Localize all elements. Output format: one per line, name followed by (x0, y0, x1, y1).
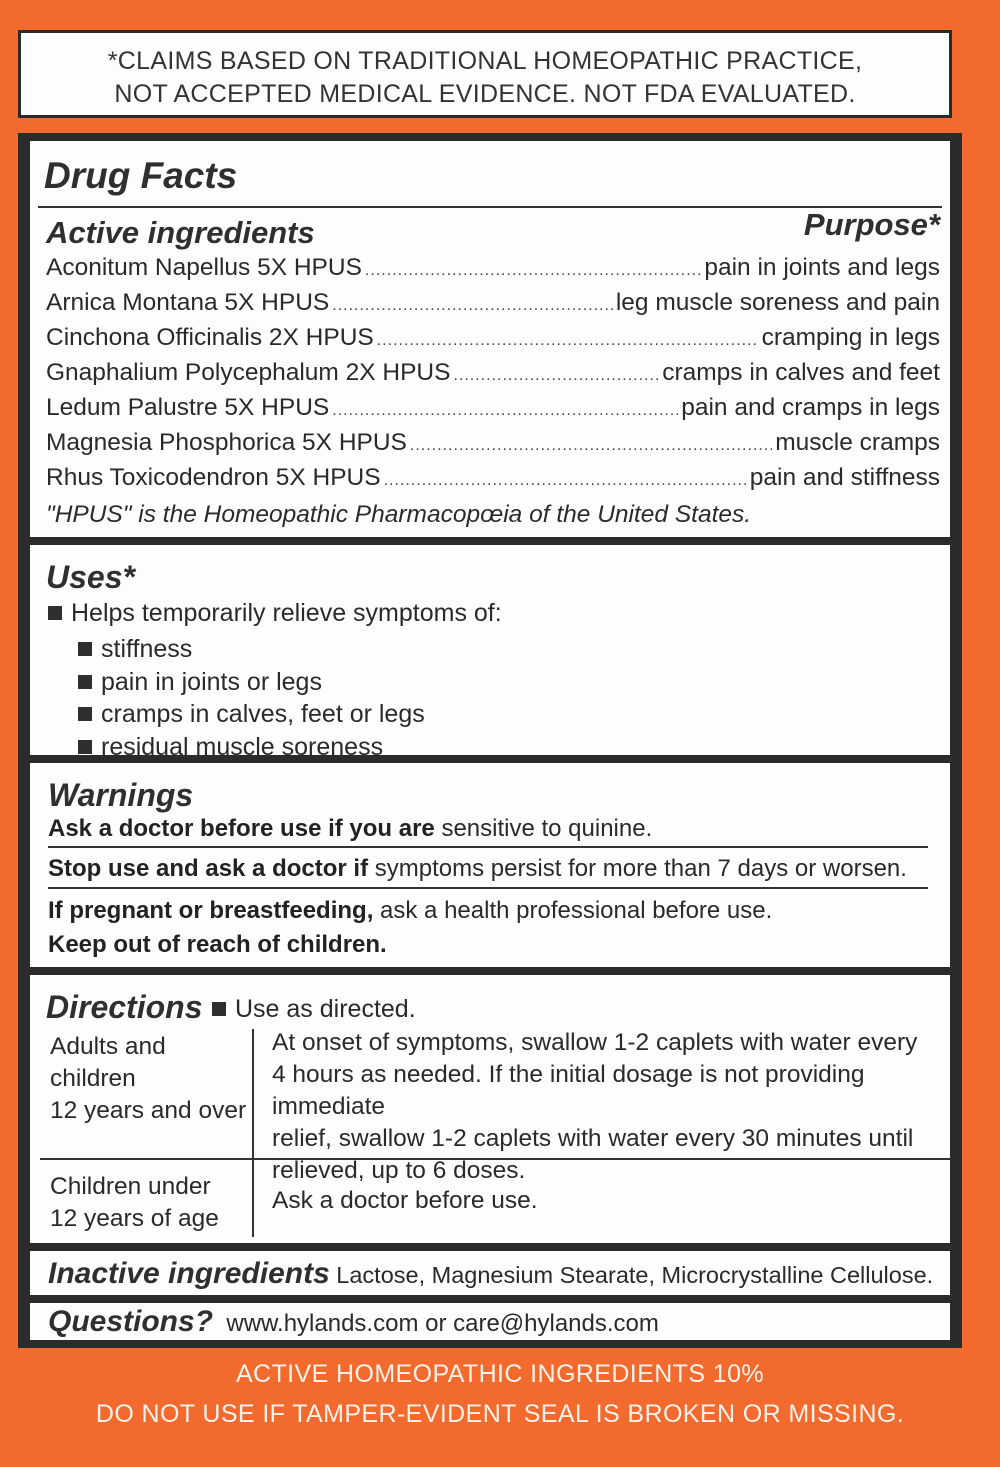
ingredient-name: Aconitum Napellus 5X HPUS (46, 254, 362, 281)
ingredient-row (46, 464, 940, 499)
uses-main-item (48, 599, 502, 628)
children-label-line-1: Children under (50, 1173, 211, 1200)
footer-active-percent: ACTIVE HOMEOPATHIC INGREDIENTS 10% (235, 1360, 765, 1388)
warning-preg-text: ask a health professional before use. (373, 897, 773, 924)
active-ingredients-section (30, 141, 950, 537)
warning-stop-bold: Stop use and ask a doctor if (48, 855, 369, 882)
inactive-ingredients-line (48, 1257, 933, 1291)
leader-dots (384, 472, 747, 490)
directions-general (212, 995, 416, 1024)
ingredient-purpose: pain in joints and legs (704, 254, 940, 281)
active-ingredients-heading: Active ingredients (46, 215, 315, 250)
bullet-square-icon (78, 707, 92, 721)
adults-label-line-2: 12 years and over (50, 1097, 247, 1124)
adults-text-line-3: relief, swallow 1-2 caplets with water every 30 minutes until (272, 1125, 914, 1152)
ingredient-row (46, 289, 940, 324)
ingredient-purpose: cramps in calves and feet (662, 359, 940, 386)
directions-children-text: Ask a doctor before use. (272, 1187, 538, 1214)
directions-adults-text (272, 1027, 938, 1187)
uses-sub-list (78, 633, 425, 763)
warning-stop-use (48, 855, 928, 883)
use-item-text: cramps in calves, feet or legs (101, 700, 425, 728)
warnings-title: Warnings (48, 777, 194, 813)
warning-keep-out (48, 931, 928, 959)
inactive-ingredients-section (30, 1251, 950, 1295)
directions-section (30, 975, 950, 1243)
list-item (78, 731, 425, 764)
list-item (78, 698, 425, 731)
uses-title: Uses* (46, 559, 135, 595)
claims-line-2: NOT ACCEPTED MEDICAL EVIDENCE. NOT FDA EVALUATED. (114, 80, 856, 108)
questions-section (30, 1303, 950, 1340)
warning-keep-bold: Keep out of reach of children. (48, 931, 387, 958)
leader-dots (332, 297, 613, 315)
questions-title: Questions? (48, 1305, 214, 1338)
ingredient-row (46, 359, 940, 394)
warning-ask-text: sensitive to quinine. (434, 815, 653, 842)
directions-children-label (50, 1171, 250, 1235)
claims-line-1: *CLAIMS BASED ON TRADITIONAL HOMEOPATHIC PRACTICE, (107, 47, 863, 75)
leader-dots (365, 262, 701, 280)
inactive-ingredients-text: Lactose, Magnesium Stearate, Microcrystalline Cellulose. (336, 1262, 934, 1288)
ingredient-purpose: leg muscle soreness and pain (615, 289, 940, 316)
use-item-text: residual muscle soreness (101, 732, 384, 761)
hpus-note: "HPUS" is the Homeopathic Pharmacopœia of the United States. (46, 501, 752, 528)
bullet-square-icon (78, 675, 92, 689)
uses-section (30, 545, 950, 761)
warnings-section (30, 763, 950, 967)
ingredient-name: Magnesia Phosphorica 5X HPUS (46, 429, 407, 456)
bullet-square-icon (78, 642, 92, 656)
adults-label-line-1: Adults and children (50, 1033, 166, 1092)
adults-text-line-1: At onset of symptoms, swallow 1-2 caplets with water every (272, 1029, 918, 1056)
footer-seal-warning: DO NOT USE IF TAMPER-EVIDENT SEAL IS BROKEN OR MISSING. (95, 1400, 905, 1428)
adults-text-line-2: 4 hours as needed. If the initial dosage is not providing immediate (272, 1061, 865, 1120)
questions-line (48, 1305, 659, 1339)
leader-dots (453, 367, 659, 385)
ingredient-row (46, 254, 940, 289)
warning-divider (48, 887, 928, 889)
leader-dots (377, 332, 759, 350)
questions-contact: www.hylands.com or care@hylands.com (226, 1310, 659, 1337)
purpose-heading: Purpose* (803, 207, 940, 242)
inactive-ingredients-title: Inactive ingredients (48, 1257, 330, 1290)
ingredient-row (46, 429, 940, 464)
warning-stop-text: symptoms persist for more than 7 days or worsen. (368, 855, 907, 882)
ingredient-name: Arnica Montana 5X HPUS (46, 289, 330, 316)
claims-disclaimer-box (18, 30, 952, 118)
drug-facts-panel (18, 133, 962, 1348)
ingredient-purpose: muscle cramps (775, 429, 940, 456)
warning-preg-bold: If pregnant or breastfeeding, (48, 897, 374, 924)
adults-text-line-4: relieved, up to 6 doses. (272, 1157, 526, 1184)
warning-divider (48, 846, 928, 848)
leader-dots (332, 402, 678, 420)
ingredient-name: Gnaphalium Polycephalum 2X HPUS (46, 359, 451, 386)
use-item-text: pain in joints or legs (101, 667, 322, 696)
directions-general-text: Use as directed. (235, 995, 416, 1023)
bullet-square-icon (78, 740, 92, 754)
children-label-line-2: 12 years of age (50, 1205, 219, 1232)
use-item-text: stiffness (101, 635, 193, 663)
uses-main-text: Helps temporarily relieve symptoms of: (71, 599, 502, 627)
ingredient-name: Rhus Toxicodendron 5X HPUS (46, 464, 381, 491)
warning-ask-bold: Ask a doctor before use if you are (48, 815, 435, 842)
ingredient-purpose: pain and stiffness (749, 464, 940, 491)
ingredient-name: Cinchona Officinalis 2X HPUS (46, 324, 374, 351)
directions-adults-label (50, 1031, 250, 1127)
ingredient-purpose: pain and cramps in legs (681, 394, 940, 421)
leader-dots (410, 437, 772, 455)
bullet-square-icon (212, 1002, 226, 1016)
ingredient-list (46, 254, 940, 499)
drug-facts-title: Drug Facts (44, 155, 238, 196)
bullet-square-icon (48, 606, 62, 620)
warning-pregnant (48, 897, 928, 925)
list-item (78, 666, 425, 699)
ingredient-row (46, 394, 940, 429)
ingredient-name: Ledum Palustre 5X HPUS (46, 394, 330, 421)
warning-quinine (48, 815, 928, 843)
directions-title: Directions (46, 989, 203, 1025)
directions-column-divider (252, 1029, 254, 1237)
list-item (78, 633, 425, 666)
ingredient-row (46, 324, 940, 359)
ingredient-purpose: cramping in legs (761, 324, 940, 351)
